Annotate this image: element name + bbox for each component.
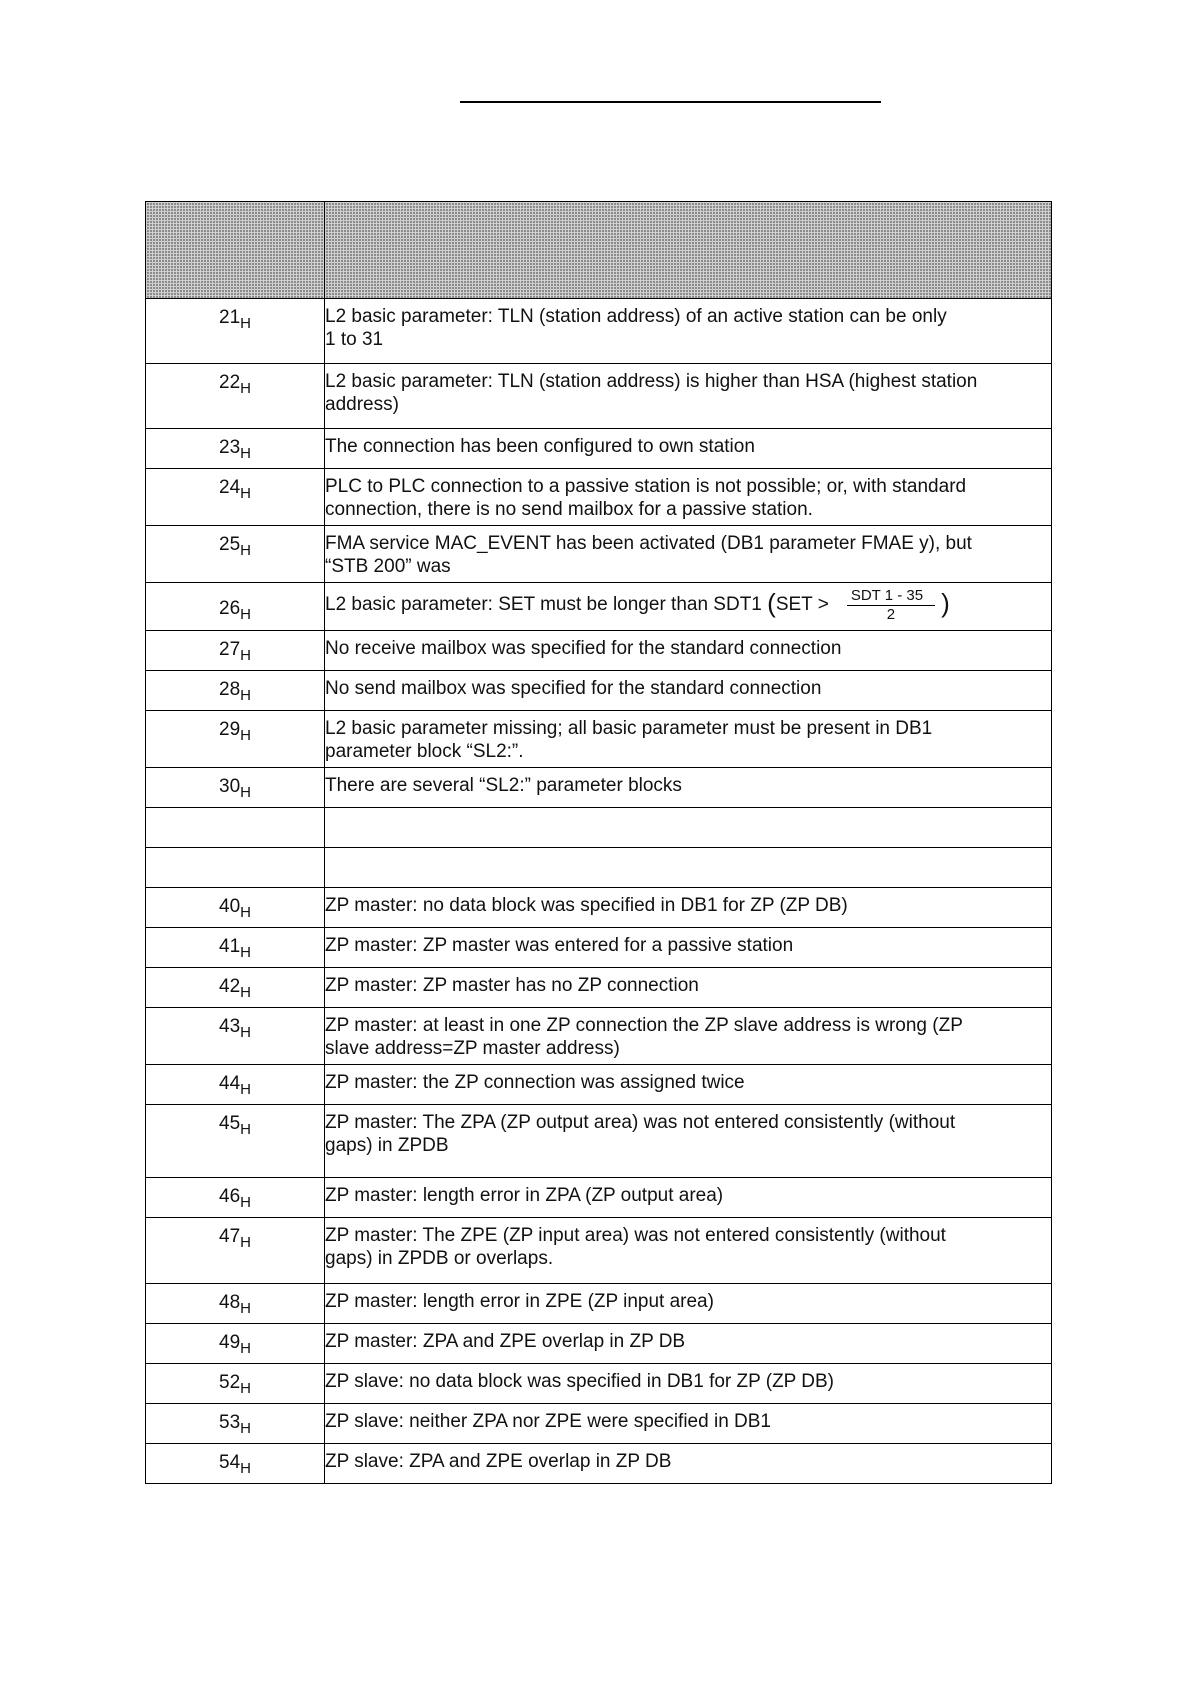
error-code: $22_H$	[146, 364, 325, 429]
formula-lhs: SET >	[775, 594, 829, 616]
empty-row	[146, 808, 1052, 848]
error-description: There are several “SL2:” parameter blocks	[325, 768, 1052, 808]
empty-cell	[325, 808, 1052, 848]
error-code: $41_H$	[146, 928, 325, 968]
top-rule	[460, 101, 881, 103]
error-description: ZP slave: no data block was specified in DB1 for ZP (ZP DB)	[325, 1364, 1052, 1404]
table-row	[146, 928, 1052, 968]
formula-close-paren: )	[941, 588, 950, 619]
empty-cell	[146, 848, 325, 888]
table-row	[146, 429, 1052, 469]
error-description: ZP master: The ZPE (ZP input area) was not entered consistently (without gaps) in ZPDB or overlaps.	[325, 1218, 1052, 1284]
error-description: L2 basic parameter missing; all basic parameter must be present in DB1 parameter block “SL2:”.	[325, 711, 1052, 768]
error-description: No send mailbox was specified for the standard connection	[325, 671, 1052, 711]
table-row	[146, 1065, 1052, 1105]
table-row	[146, 711, 1052, 768]
error-code: $23_H$	[146, 429, 325, 469]
error-code: $43_H$	[146, 1008, 325, 1065]
table-row	[146, 1404, 1052, 1444]
table-row	[146, 1284, 1052, 1324]
table-row	[146, 364, 1052, 429]
error-code: $54_H$	[146, 1444, 325, 1484]
empty-cell	[146, 808, 325, 848]
table-row	[146, 1105, 1052, 1178]
error-description: ZP master: ZPA and ZPE overlap in ZP DB	[325, 1324, 1052, 1364]
table-row	[146, 526, 1052, 583]
error-code: $46_H$	[146, 1178, 325, 1218]
table-row	[146, 469, 1052, 526]
table-row	[146, 1444, 1052, 1484]
error-description: ZP master: at least in one ZP connection the ZP slave address is wrong (ZP slave address=ZP master address)	[325, 1008, 1052, 1065]
table-row	[146, 299, 1052, 364]
error-code: $28_H$	[146, 671, 325, 711]
table-row	[146, 968, 1052, 1008]
error-description: ZP master: The ZPA (ZP output area) was not entered consistently (without gaps) in ZPDB	[325, 1105, 1052, 1178]
empty-cell	[325, 848, 1052, 888]
header-cell-code	[146, 202, 325, 299]
error-description: PLC to PLC connection to a passive station is not possible; or, with standard connection, there is no send mailbox for a passive station.	[325, 469, 1052, 526]
table-row	[146, 768, 1052, 808]
table-row	[146, 1008, 1052, 1065]
error-description: L2 basic parameter: TLN (station address) is higher than HSA (highest station address)	[325, 364, 1052, 429]
error-code: $26_H$	[146, 583, 325, 631]
error-code: $48_H$	[146, 1284, 325, 1324]
error-code: $29_H$	[146, 711, 325, 768]
error-code: $49_H$	[146, 1324, 325, 1364]
table-row	[146, 631, 1052, 671]
error-description: L2 basic parameter: TLN (station address) of an active station can be only 1 to 31	[325, 299, 1052, 364]
error-description: The connection has been configured to own station	[325, 429, 1052, 469]
error-description: ZP master: length error in ZPA (ZP output area)	[325, 1178, 1052, 1218]
error-description: No receive mailbox was specified for the standard connection	[325, 631, 1052, 671]
error-code: $24_H$	[146, 469, 325, 526]
table-header-row	[146, 202, 1052, 299]
error-description: ZP master: no data block was specified in DB1 for ZP (ZP DB)	[325, 888, 1052, 928]
formula-fraction	[847, 587, 935, 623]
table-row	[146, 888, 1052, 928]
table-row	[146, 1178, 1052, 1218]
formula-open-paren: (	[767, 588, 776, 619]
error-description: ZP master: length error in ZPE (ZP input area)	[325, 1284, 1052, 1324]
error-code: $42_H$	[146, 968, 325, 1008]
error-code: $27_H$	[146, 631, 325, 671]
error-description: ZP master: ZP master has no ZP connection	[325, 968, 1052, 1008]
error-code: $25_H$	[146, 526, 325, 583]
error-code-table	[145, 201, 1052, 1484]
error-code: $47_H$	[146, 1218, 325, 1284]
error-description: ZP slave: ZPA and ZPE overlap in ZP DB	[325, 1444, 1052, 1484]
table-row	[146, 1364, 1052, 1404]
error-code: $44_H$	[146, 1065, 325, 1105]
fraction-numerator: SDT 1 - 35	[847, 587, 935, 606]
empty-row	[146, 848, 1052, 888]
error-description: ZP master: ZP master was entered for a passive station	[325, 928, 1052, 968]
table-row	[146, 1218, 1052, 1284]
table-row	[146, 671, 1052, 711]
fraction-denominator: 2	[886, 606, 896, 623]
header-cell-description	[325, 202, 1052, 299]
error-code: $21_H$	[146, 299, 325, 364]
error-code: $53_H$	[146, 1404, 325, 1444]
error-code: $45_H$	[146, 1105, 325, 1178]
error-description: FMA service MAC_EVENT has been activated (DB1 parameter FMAE y), but “STB 200” was	[325, 526, 1052, 583]
table-row	[146, 1324, 1052, 1364]
error-description: ZP slave: neither ZPA nor ZPE were specified in DB1	[325, 1404, 1052, 1444]
error-code: $30_H$	[146, 768, 325, 808]
table-row	[146, 583, 1052, 631]
error-description: L2 basic parameter: SET must be longer than SDT1 (SET > $\frac{\text{SDT 1 - 35}}{2}$ )	[325, 583, 1052, 631]
error-code: $40_H$	[146, 888, 325, 928]
error-code: $52_H$	[146, 1364, 325, 1404]
error-description: ZP master: the ZP connection was assigned twice	[325, 1065, 1052, 1105]
